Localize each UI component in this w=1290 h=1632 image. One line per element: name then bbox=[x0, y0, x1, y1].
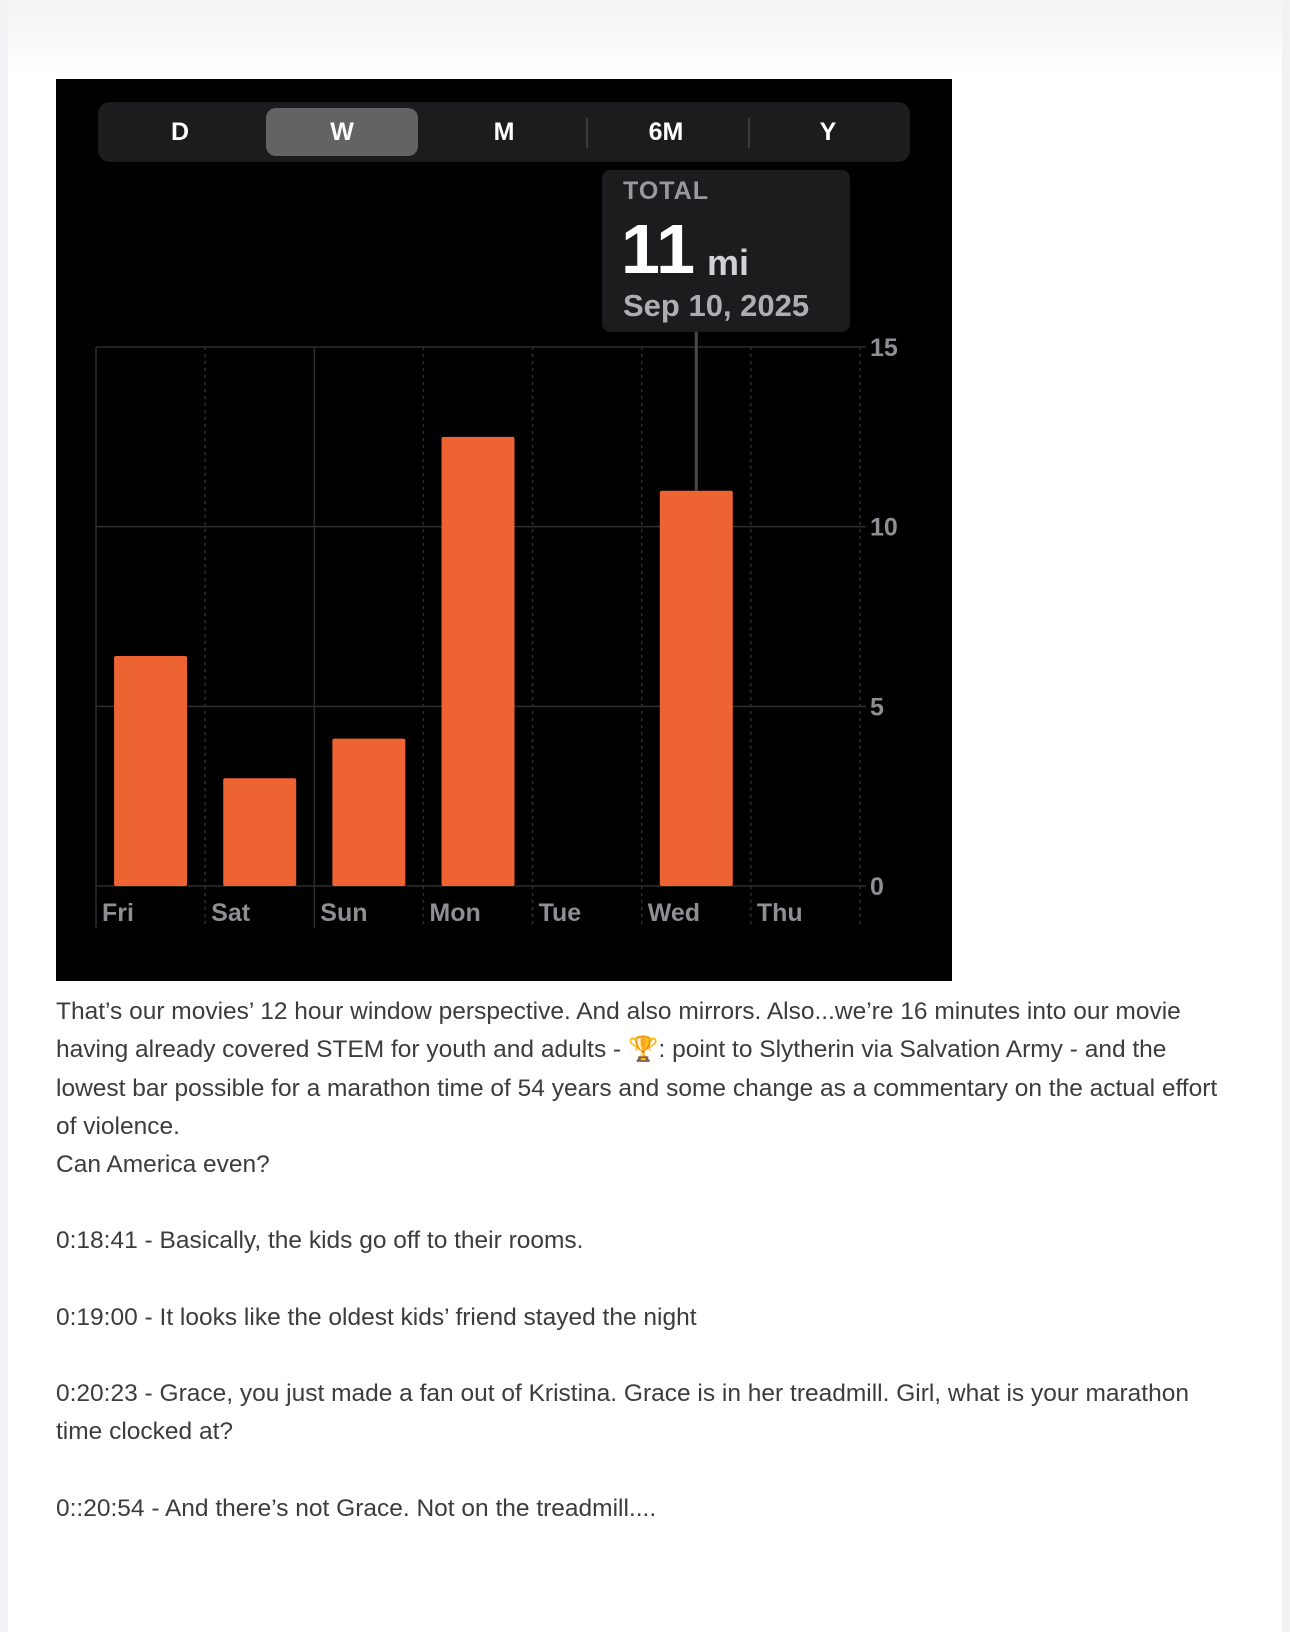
x-tick-label: Sat bbox=[211, 899, 251, 927]
y-tick-label: 0 bbox=[870, 873, 884, 901]
bar-mon bbox=[442, 437, 515, 886]
post-body bbox=[56, 993, 1226, 1528]
segment-year[interactable]: Y bbox=[819, 117, 837, 146]
segment-six-months[interactable]: 6M bbox=[648, 117, 684, 146]
y-tick-label: 15 bbox=[870, 334, 898, 362]
segment-week[interactable]: W bbox=[266, 108, 418, 156]
timestamp-entry: 0:18:41 - Basically, the kids go off to their rooms. bbox=[56, 1227, 584, 1255]
x-tick-label: Tue bbox=[538, 899, 582, 927]
y-tick-label: 10 bbox=[870, 513, 898, 542]
timestamp-entry: 0::20:54 - And there’s not Grace. Not on the treadmill.... bbox=[56, 1494, 657, 1522]
segment-month[interactable]: M bbox=[493, 117, 515, 146]
caption-paragraph: That’s our movies’ 12 hour window perspective. And also mirrors. Also...we’re 16 minutes into our movie having already covered STEM for youth and adults - 🏆: point to Slytherin via Salvation Army - and the lowest bar possible for a marathon time of 54 years and some change as a commentary on the actual effort of violence. bbox=[56, 998, 1218, 1140]
callout-unit: mi bbox=[707, 242, 750, 283]
bar-wed bbox=[660, 491, 733, 886]
selected-total-callout bbox=[602, 170, 850, 332]
callout-label: TOTAL bbox=[623, 177, 710, 205]
caption-question: Can America even? bbox=[56, 1151, 270, 1179]
bar-fri bbox=[114, 656, 187, 886]
x-tick-label: Sun bbox=[320, 899, 368, 927]
callout-date: Sep 10, 2025 bbox=[623, 288, 810, 323]
x-tick-label: Fri bbox=[102, 899, 134, 927]
activity-chart-screenshot bbox=[56, 79, 952, 981]
timestamp-entry: 0:19:00 - It looks like the oldest kids’ friend stayed the night bbox=[56, 1303, 697, 1331]
x-tick-label: Mon bbox=[429, 899, 481, 927]
bar-sat bbox=[223, 778, 296, 886]
callout-value: 11 bbox=[621, 210, 695, 288]
timestamp-entry: 0:20:23 - Grace, you just made a fan out of Kristina. Grace is in her treadmill. Girl, what is your marathon time clocked at? bbox=[56, 1380, 1189, 1446]
segment-day[interactable]: D bbox=[170, 117, 190, 146]
x-tick-label: Thu bbox=[756, 899, 803, 927]
bar-sun bbox=[332, 739, 405, 886]
x-tick-label: Wed bbox=[647, 899, 701, 927]
top-edge bbox=[8, 0, 1282, 80]
y-tick-label: 5 bbox=[870, 693, 884, 722]
